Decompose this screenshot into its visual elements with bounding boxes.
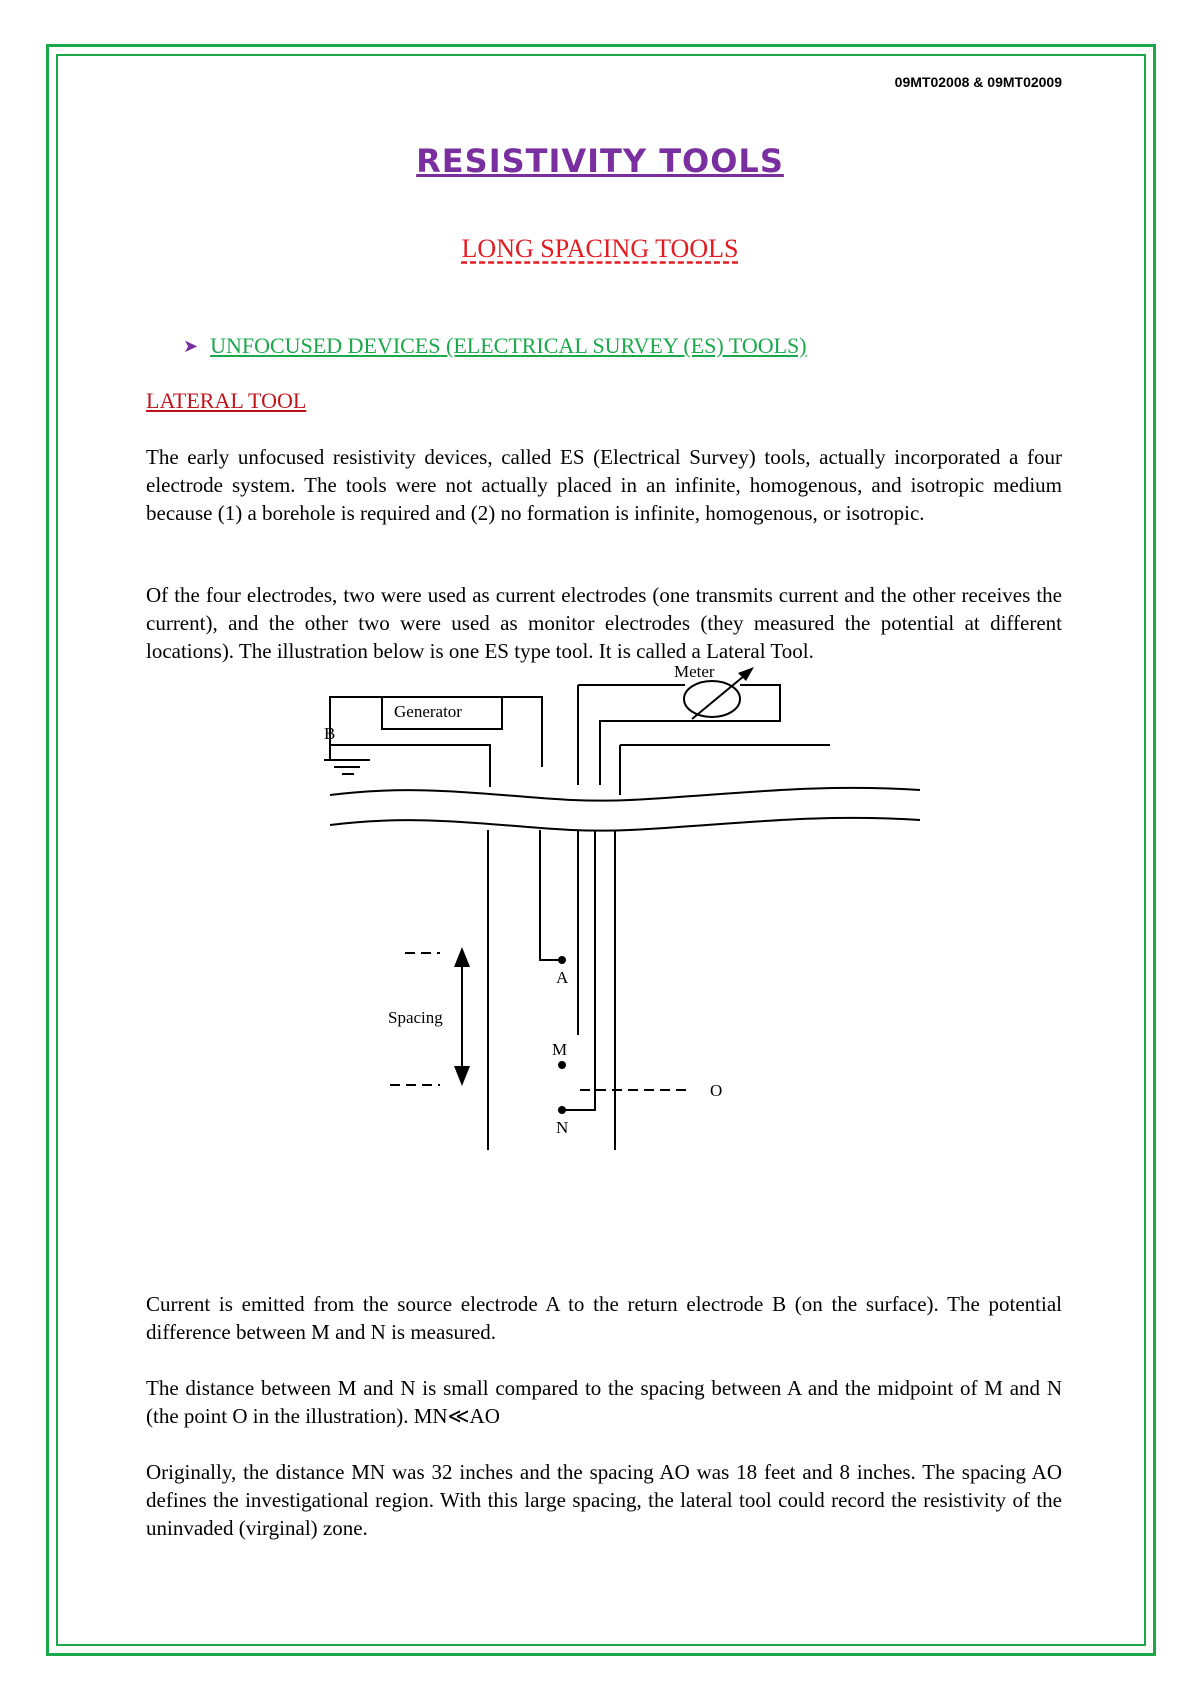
spacing-label: Spacing bbox=[388, 1008, 443, 1027]
o-label: O bbox=[710, 1081, 723, 1100]
document-id: 09MT02008 & 09MT02009 bbox=[894, 74, 1062, 90]
arrow-bullet-icon: ➤ bbox=[183, 335, 199, 356]
surface-right bbox=[620, 745, 830, 795]
page-subtitle: LONG SPACING TOOLS bbox=[461, 234, 739, 263]
a-label: A bbox=[556, 968, 569, 987]
paragraph: The early unfocused resistivity devices, called ES (Electrical Survey) tools, actually incorporated a four electrode system. The tools were not actually placed in an infinite, homogenous, and isotropic medium because (1) a borehole is required and (2) no formation is infinite, homogenous, or isotropic. bbox=[146, 445, 1062, 525]
bullet-text: UNFOCUSED DEVICES (ELECTRICAL SURVEY (ES) TOOLS) bbox=[210, 333, 807, 358]
paragraph: Originally, the distance MN was 32 inches and the spacing AO was 18 feet and 8 inches. The spacing AO defines the investigational region. With this large spacing, the lateral tool could record the resistivity of the uninvaded (virginal) zone. bbox=[146, 1460, 1062, 1540]
break-line-bottom bbox=[330, 818, 920, 831]
spacing-arrow-down bbox=[454, 1066, 470, 1086]
spacing-arrow-up bbox=[454, 947, 470, 967]
page-title: RESISTIVITY TOOLS bbox=[416, 142, 784, 180]
generator-wire-b bbox=[330, 697, 382, 760]
section-heading: LATERAL TOOL bbox=[146, 388, 307, 413]
wire-a bbox=[540, 830, 562, 960]
meter-label: Meter bbox=[674, 662, 715, 681]
n-label: N bbox=[556, 1118, 569, 1137]
electrode-n bbox=[558, 1106, 566, 1114]
paragraph: Current is emitted from the source electrode A to the return electrode B (on the surface). The potential difference between M and N is measured. bbox=[146, 1292, 1062, 1344]
generator-wire-a bbox=[502, 697, 542, 767]
break-line-top bbox=[330, 788, 920, 801]
m-label: M bbox=[552, 1040, 568, 1059]
b-label: B bbox=[324, 724, 336, 743]
electrode-a bbox=[558, 956, 566, 964]
electrode-m bbox=[558, 1061, 566, 1069]
lateral-tool-diagram bbox=[324, 662, 920, 1260]
bullet-item bbox=[183, 333, 807, 359]
paragraph: The distance between M and N is small compared to the spacing between A and the midpoint of M and N (the point O in the illustration). MN≪AO bbox=[146, 1376, 1062, 1428]
paragraph: Of the four electrodes, two were used as current electrodes (one transmits current and the other receives the current), and the other two were used as monitor electrodes (they measured the potential at different locations). The illustration below is one ES type tool. It is called a Lateral Tool. bbox=[146, 583, 1062, 663]
ground-symbol bbox=[324, 760, 370, 774]
generator-label: Generator bbox=[394, 702, 462, 721]
